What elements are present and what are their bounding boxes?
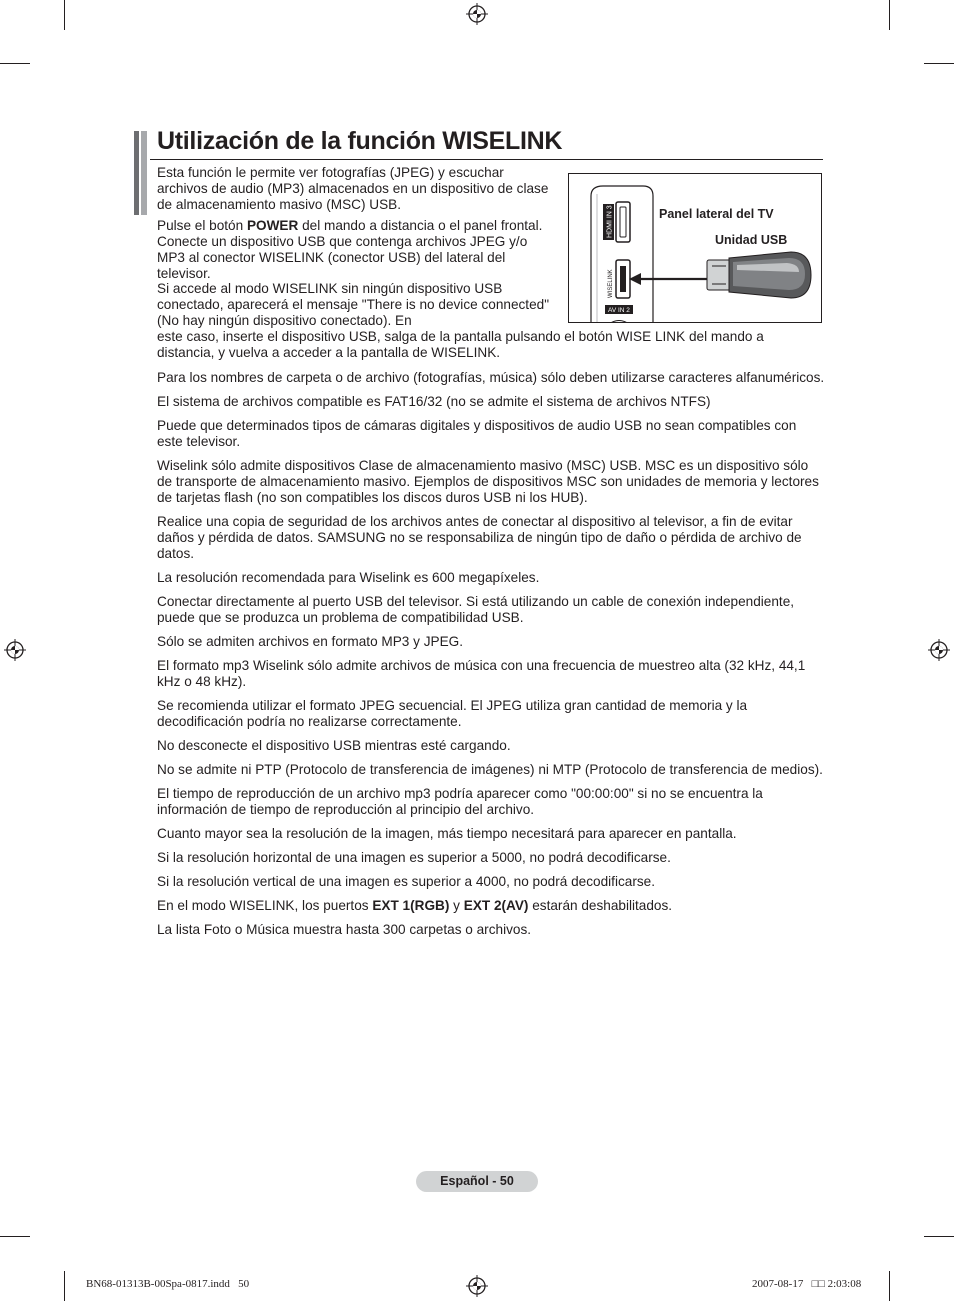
- tv-side-panel-figure: [568, 173, 822, 323]
- note-item: Conectar directamente al puerto USB del televisor. Si está utilizando un cable de conexión independiente, puede que se produzca un problema de compatibilidad USB.: [157, 594, 795, 625]
- registration-mark-icon: [928, 639, 950, 661]
- note-text-run: y: [449, 898, 464, 913]
- registration-mark-icon: [466, 3, 488, 25]
- crop-mark: [924, 1236, 954, 1237]
- note-text-run: estarán deshabilitados.: [528, 898, 673, 913]
- crop-mark: [889, 1271, 890, 1301]
- page-number-badge: Español - 50: [416, 1171, 538, 1192]
- note-item: No desconecte el dispositivo USB mientras esté cargando.: [157, 738, 511, 753]
- crop-mark: [0, 1236, 30, 1237]
- note-item: El sistema de archivos compatible es FAT16/32 (no se admite el sistema de archivos NTFS): [157, 394, 711, 409]
- intro-text-run: Si accede al modo WISELINK sin ningún dispositivo USB conectado, aparecerá el mensaje "There is no device connected" (No hay ningún dispositivo conectado). En: [157, 281, 550, 328]
- usb-drive-label: Unidad USB: [715, 233, 788, 247]
- note-item: Cuanto mayor sea la resolución de la imagen, más tiempo necesitará para aparecer en pantalla.: [157, 826, 737, 841]
- note-item: Sólo se admiten archivos en formato MP3 y JPEG.: [157, 634, 463, 649]
- ext2-port-label: EXT 2(AV): [463, 898, 529, 913]
- hdmi-port-label: HDMI IN 3: [606, 205, 614, 238]
- note-item: Se recomienda utilizar el formato JPEG secuencial. El JPEG utiliza gran cantidad de memoria y la decodificación podría no realizarse correctamente.: [157, 698, 748, 729]
- note-item: Wiselink sólo admite dispositivos Clase de almacenamiento masivo (MSC) USB. MSC es un dispositivo sólo de transporte de almacenamiento masivo. Ejemplos de dispositivos MSC son unidades de memoria y lectores de tarjetas flash (no son compatibles los discos duros USB ni los HUB).: [157, 458, 819, 505]
- intro-text: [157, 165, 552, 287]
- note-item: El tiempo de reproducción de un archivo mp3 podría aparecer como "00:00:00" si no se encuentra la información de tiempo de reproducción al principio del archivo.: [157, 786, 763, 817]
- ext1-port-label: EXT 1(RGB): [372, 898, 450, 913]
- tv-side-panel-illustration: [569, 174, 822, 323]
- note-item: [157, 898, 825, 914]
- intro-paragraph: Esta función le permite ver fotografías (JPEG) y escuchar archivos de audio (MP3) almacenados en un dispositivo de clase de almacenamiento masivo (MSC) USB.: [157, 165, 549, 212]
- crop-mark: [924, 63, 954, 64]
- note-text-run: En el modo WISELINK, los puertos: [157, 898, 373, 913]
- crop-mark: [64, 0, 65, 30]
- note-item: Si la resolución vertical de una imagen es superior a 4000, no podrá decodificarse.: [157, 874, 655, 889]
- intro-paragraph: [157, 218, 552, 282]
- title-accent-bar: [141, 131, 147, 215]
- page-title: Utilización de la función WISELINK: [157, 127, 563, 155]
- note-item: Si la resolución horizontal de una imagen es superior a 5000, no podrá decodificarse.: [157, 850, 671, 865]
- note-item: No se admite ni PTP (Protocolo de transferencia de imágenes) ni MTP (Protocolo de transferencia de medios).: [157, 762, 823, 777]
- crop-mark: [0, 63, 30, 64]
- notes-list: [157, 370, 825, 946]
- crop-mark: [64, 1271, 65, 1301]
- note-item: La resolución recomendada para Wiselink es 600 megapíxeles.: [157, 570, 540, 585]
- intro-text-run: del mando a distancia o el panel frontal. Conecte un dispositivo USB que contenga archivos JPEG y/o MP3 al conector WISELINK (conector USB) del lateral del televisor.: [157, 218, 543, 281]
- registration-mark-icon: [466, 1275, 488, 1297]
- av-port-label: AV IN 2: [608, 307, 630, 314]
- crop-mark: [889, 0, 890, 30]
- title-rule: [150, 159, 823, 160]
- note-item: Para los nombres de carpeta o de archivo (fotografías, música) sólo deben utilizarse caracteres alfanuméricos.: [157, 370, 825, 385]
- wiselink-port-label: WISELINK: [608, 269, 614, 298]
- note-item: Puede que determinados tipos de cámaras digitales y dispositivos de audio USB no sean compatibles con este televisor.: [157, 418, 797, 449]
- panel-lateral-label: Panel lateral del TV: [659, 207, 774, 221]
- date-slug: 2007-08-17 □□ 2:03:08: [752, 1278, 862, 1290]
- note-item: La lista Foto o Música muestra hasta 300 carpetas o archivos.: [157, 922, 532, 937]
- note-item: Realice una copia de seguridad de los archivos antes de conectar al dispositivo al televisor, a fin de evitar daños y pérdida de datos. SAMSUNG no se responsabiliza de ningún tipo de daño o pérdida de archivo de datos.: [157, 514, 802, 561]
- power-key-label: POWER: [246, 218, 299, 233]
- registration-mark-icon: [4, 639, 26, 661]
- title-accent-bar: [134, 131, 139, 215]
- file-slug: BN68-01313B-00Spa-0817.indd 50: [86, 1278, 250, 1290]
- intro-text-run: Pulse el botón: [157, 218, 247, 233]
- intro-text-run: este caso, inserte el dispositivo USB, salga de la pantalla pulsando el botón WISE LINK del mando a distancia, y vuelva a acceder a la pantalla de WISELINK.: [157, 329, 764, 360]
- note-item: El formato mp3 Wiselink sólo admite archivos de música con una frecuencia de muestreo alta (32 kHz, 44,1 kHz o 48 kHz).: [157, 658, 806, 689]
